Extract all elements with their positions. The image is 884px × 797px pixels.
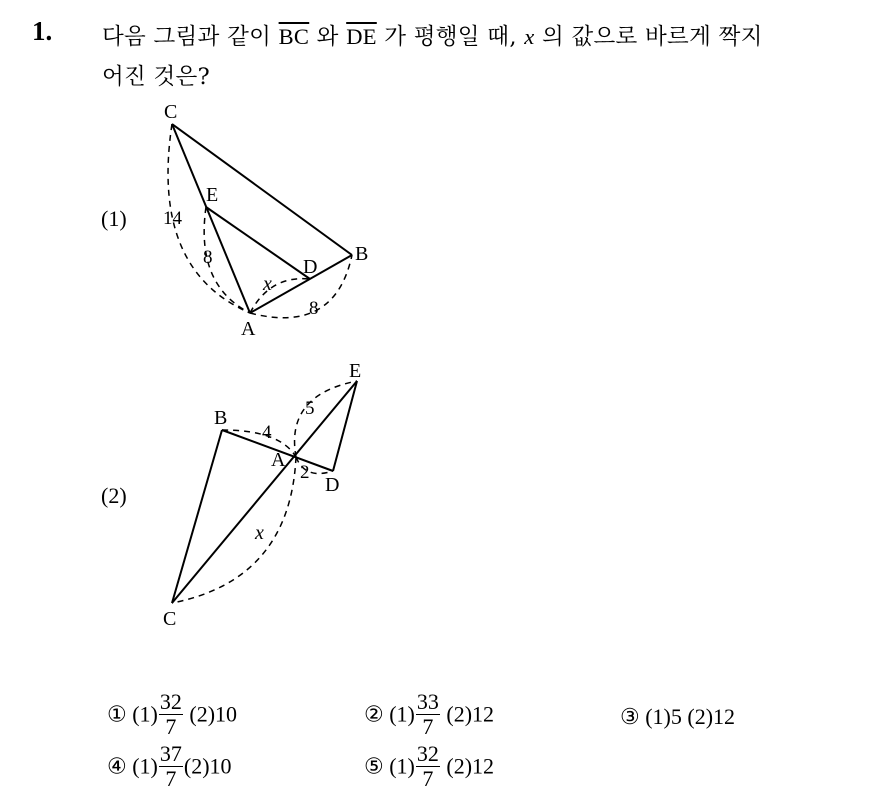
segment-de: $\overline{DE}$ [346,24,377,49]
figure-2 [0,350,884,650]
length-5: 5 [305,398,315,419]
choice-mark: ⑤ [364,753,384,779]
point-b: B [214,407,228,429]
question-text-part: 의 값으로 바르게 짝지 [534,24,763,50]
figure-1 [0,0,884,350]
length-x: x [263,273,272,295]
figure-2-label: (2) [101,483,127,508]
choice-part: (1)5 [645,703,682,729]
fraction: $\frac{33}{7}$ [416,689,439,739]
length-8-ae: 8 [203,247,213,268]
choice-part: (2)12 [446,701,495,727]
choice-mark: ② [364,701,384,727]
fraction: $\frac{32}{7}$ [416,741,439,791]
point-c: C [163,608,177,630]
length-8-ab: 8 [309,298,319,319]
question-text-part: 가 평행일 때, [376,24,525,50]
length-x: x [255,522,264,544]
length-4: 4 [262,422,272,443]
figure-1-label: (1) [101,206,127,231]
choice-part: (1) [132,753,158,779]
choice-part: (1) [389,753,415,779]
choice-mark: ③ [620,703,640,729]
point-a: A [241,318,256,340]
choice-part: (2)12 [446,753,495,779]
question-text-part: 어진 것은? [102,64,210,90]
choice-part: (1) [132,701,158,727]
choice-3[interactable] [620,702,735,730]
point-b: B [355,243,369,265]
variable-x: x [524,24,535,49]
choice-part: (2)10 [183,753,232,779]
fraction: $\frac{37}{7}$ [159,741,182,791]
question-text-part: 와 [309,24,347,50]
choice-mark: ① [107,701,127,727]
fraction: $\frac{32}{7}$ [159,689,182,739]
point-e: E [349,360,362,382]
choice-2[interactable] [364,690,494,739]
length-2: 2 [300,462,310,483]
question-number: 1. [32,16,53,46]
choice-mark: ④ [107,753,127,779]
choice-5[interactable] [364,742,494,791]
segment-bc [172,430,222,603]
point-a: A [271,449,286,471]
choice-part: (1) [389,701,415,727]
segment-bc: $\overline{BC}$ [278,24,310,49]
choice-part: (2)12 [687,703,736,729]
point-d: D [325,474,340,496]
question-text-part: 다음 그림과 같이 [102,24,279,50]
choice-part: (2)10 [189,701,238,727]
choice-1[interactable] [107,690,237,739]
length-14: 14 [163,208,182,229]
point-c: C [164,101,178,123]
point-e: E [206,184,219,206]
point-d: D [303,256,318,278]
choice-4[interactable] [107,742,232,791]
